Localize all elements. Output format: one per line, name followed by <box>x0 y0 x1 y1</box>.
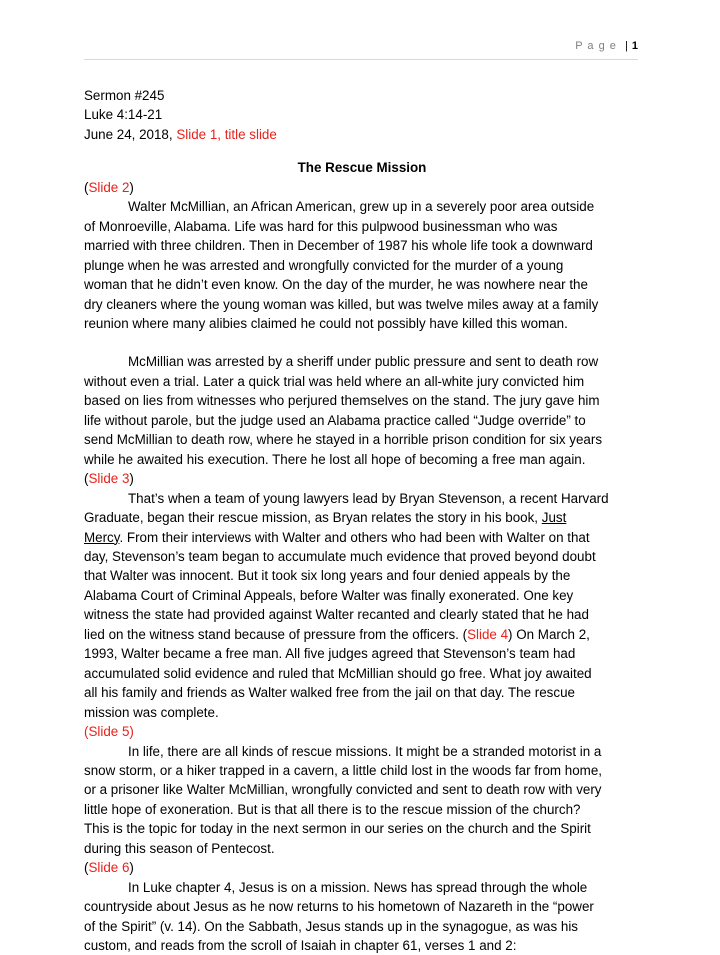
paragraph-line: plunge when he was arrested and wrongfully convicted for the murder of a young <box>84 257 564 273</box>
paragraph-line: little hope of exoneration. But is that all there is to the rescue mission of the church? <box>84 801 581 817</box>
slide-marker: (Slide 6) <box>84 860 134 876</box>
text-span: ) On March 2, <box>508 626 590 642</box>
paragraph-line: of Monroeville, Alabama. Life was hard for this pulpwood businessman who was <box>84 218 558 234</box>
paragraph-line: life without parole, but the judge used an Alabama practice called “Judge override” to <box>84 412 586 428</box>
date: June 24, 2018, <box>84 126 177 142</box>
paragraph-line: mission was complete. <box>84 704 219 720</box>
slide-cue: Slide 1, title slide <box>176 126 277 142</box>
paragraph-line <box>84 625 640 644</box>
paragraph-gap <box>84 333 640 352</box>
paragraph-line: based on lies from witnesses who perjured themselves on the stand. The jury gave him <box>84 393 600 409</box>
paragraph-line: custom, and reads from the scroll of Isaiah in chapter 61, verses 1 and 2: <box>84 938 517 954</box>
page-separator: | <box>624 40 628 52</box>
paragraph-line: This is the topic for today in the next sermon in our series on the church and the Spirit <box>84 821 591 837</box>
paragraph-line: without even a trial. Later a quick trial was held where an all-white jury convicted him <box>84 373 585 389</box>
paragraph-line: Walter McMillian, an African American, grew up in a severely poor area outside <box>128 199 595 215</box>
paragraph-line: or a prisoner like Walter McMillian, wrongfully convicted and sent to death row with very <box>84 782 602 798</box>
slide-marker: (Slide 3) <box>84 471 134 487</box>
paragraph-line: 1993, Walter became a free man. All five judges agreed that Stevenson’s team had <box>84 646 576 662</box>
paragraph-line: while he awaited his execution. There he lost all hope of becoming a free man again. <box>84 451 586 467</box>
paragraph-line: That’s when a team of young lawyers lead by Bryan Stevenson, a recent Harvard <box>128 490 609 506</box>
paragraph-line: witness the state had provided against Walter recanted and clearly stated that he had <box>84 607 589 623</box>
paragraph-line: Alabama Court of Criminal Appeals, before Walter was finally exonerated. One key <box>84 587 574 603</box>
paragraph-line: send McMillian to death row, where he stayed in a horrible prison condition for six years <box>84 432 603 448</box>
slide-cue: Slide 4 <box>467 626 509 642</box>
paragraph-line: woman that he didn’t even know. On the day of the murder, he was nowhere near the <box>84 277 588 293</box>
paragraph-line: countryside about Jesus as he now returns to his hometown of Nazareth in the “power <box>84 899 594 915</box>
paragraph-line <box>84 508 640 527</box>
paragraph-line: accumulated solid evidence and ruled that McMillian should go free. What joy awaited <box>84 665 592 681</box>
paragraph-line: In Luke chapter 4, Jesus is on a mission. News has spread through the whole <box>128 879 588 895</box>
paragraph-line: day, Stevenson’s team began to accumulate much evidence that proved beyond doubt <box>84 548 596 564</box>
slide-cue: Slide 6 <box>88 860 130 876</box>
text-span: . From their interviews with Walter and others who had been with Walter on that <box>119 529 590 545</box>
sermon-title: The Rescue Mission <box>297 160 427 176</box>
document-body <box>84 86 640 955</box>
scripture-reference: Luke 4:14-21 <box>84 107 163 123</box>
header-divider <box>84 59 638 60</box>
paragraph-line: In life, there are all kinds of rescue missions. It might be a stranded motorist in a <box>128 743 602 759</box>
sermon-number: Sermon #245 <box>84 88 165 103</box>
book-title: Mercy <box>84 529 120 545</box>
text-span: lied on the witness stand because of pressure from the officers. ( <box>84 626 468 642</box>
slide-cue: Slide 2 <box>88 179 130 195</box>
paragraph-line: that Walter was innocent. But it took six long years and four denied appeals by the <box>84 568 571 584</box>
slide-marker: (Slide 2) <box>84 179 134 195</box>
paragraph-line: all his family and friends as Walter walked free from the jail on that day. The rescue <box>84 685 575 701</box>
page-label: P a g e <box>575 40 617 52</box>
book-title: Just <box>541 510 567 526</box>
page-header <box>575 40 638 52</box>
paragraph-line: of the Spirit” (v. 14). On the Sabbath, Jesus stands up in the synagogue, as was his <box>84 918 578 934</box>
text-span: Graduate, began their rescue mission, as Bryan relates the story in his book, <box>84 510 542 526</box>
paragraph-line: reunion where many alibies claimed he could not possibly have killed this woman. <box>84 315 568 331</box>
date-line <box>84 125 640 144</box>
paragraph-line: during this season of Pentecost. <box>84 840 275 856</box>
paragraph-line <box>84 528 640 547</box>
slide-cue: Slide 3 <box>88 471 130 487</box>
page-number: 1 <box>631 40 638 52</box>
paragraph-line: McMillian was arrested by a sheriff under public pressure and sent to death row <box>128 354 599 370</box>
slide-marker: (Slide 5) <box>84 724 134 740</box>
slide-cue: Slide 5 <box>88 724 130 740</box>
paragraph-line: snow storm, or a hiker trapped in a cavern, a little child lost in the woods far from home, <box>84 762 603 778</box>
paragraph-line: married with three children. Then in December of 1987 his whole life took a downward <box>84 238 593 254</box>
paragraph-line: dry cleaners where the young woman was killed, but was twelve miles away at a family <box>84 296 599 312</box>
